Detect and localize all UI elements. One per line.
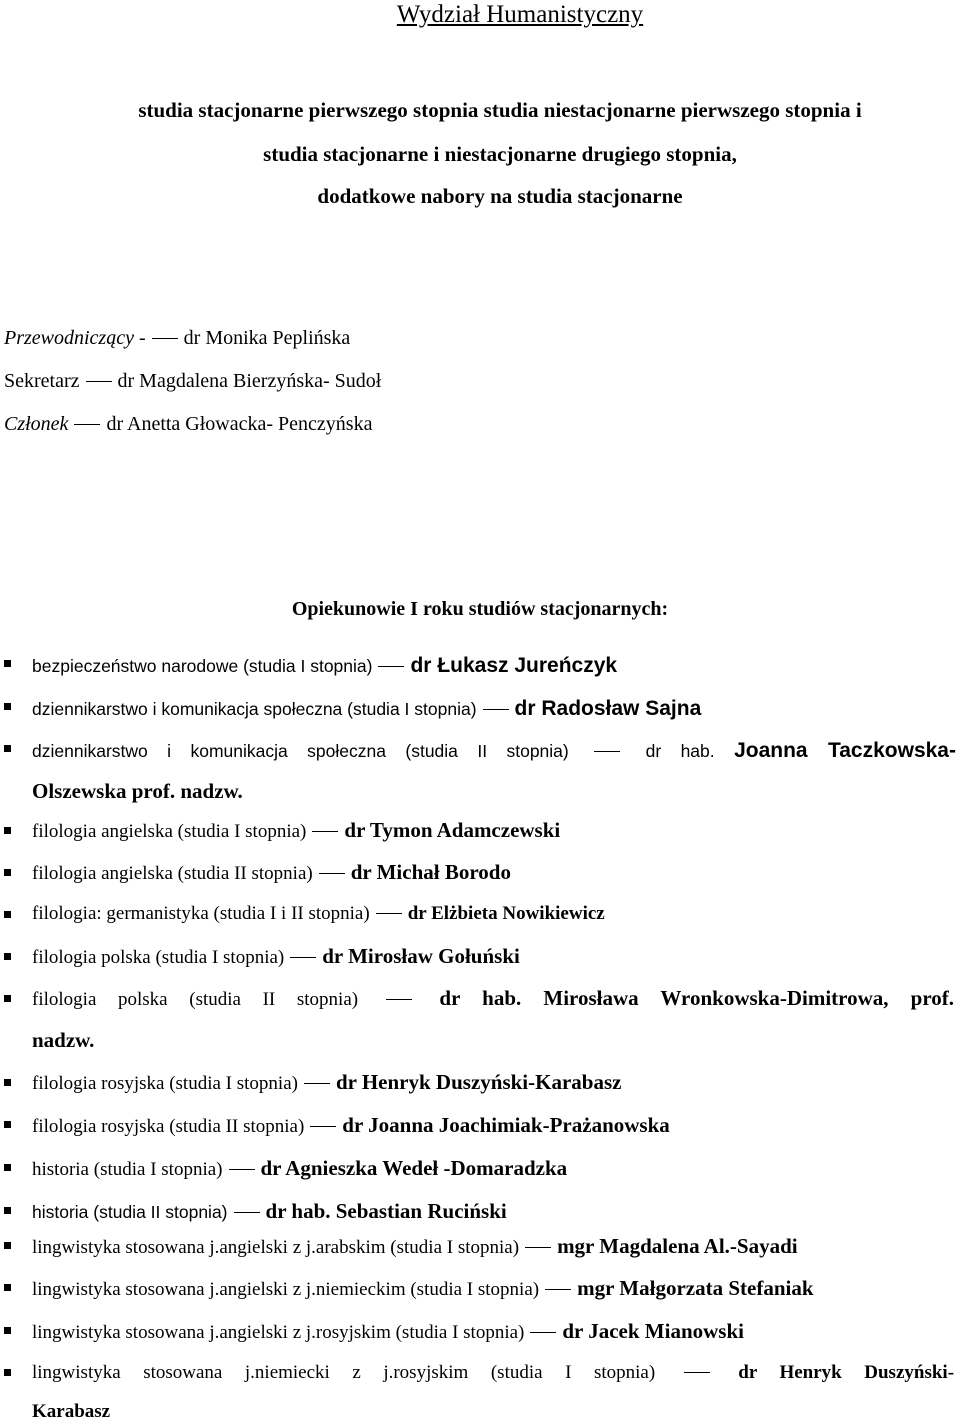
- secretary-name: dr Magdalena Bierzyńska- Sudoł: [117, 370, 382, 392]
- dash: [152, 338, 178, 339]
- advisors-heading: Opiekunowie I roku studiów stacjonarnych:: [291, 598, 669, 620]
- advisor-name: Joanna Taczkowska-: [734, 739, 956, 762]
- program: bezpieczeństwo narodowe (studia I stopnia): [32, 656, 373, 676]
- program: filologia polska (studia I stopnia): [32, 947, 285, 968]
- bullet-icon: [4, 995, 11, 1002]
- advisor-item: [32, 985, 954, 1013]
- program: lingwistyka stosowana j.angielski z j.arabskim (studia I stopnia): [32, 1237, 520, 1258]
- bullet-icon: [4, 1369, 11, 1376]
- advisor-item: [32, 1155, 567, 1183]
- program: lingwistyka stosowana j.angielski z j.niemieckim (studia I stopnia): [32, 1279, 540, 1300]
- program: filologia angielska (studia II stopnia): [32, 863, 313, 884]
- advisor-item: [32, 1198, 507, 1226]
- advisor-name: dr Michał Borodo: [350, 860, 511, 884]
- advisor-item: [32, 696, 701, 722]
- program: lingwistyka stosowana j.angielski z j.rosyjskim (studia I stopnia): [32, 1322, 525, 1343]
- advisor-name: dr Henryk Duszyński-: [738, 1362, 955, 1383]
- bullet-icon: [4, 660, 11, 667]
- intro-line-3: dodatkowe nabory na studia stacjonarne: [317, 184, 683, 208]
- program: historia (studia II stopnia): [32, 1202, 228, 1222]
- advisor-name: dr Mirosław Gołuński: [322, 944, 520, 968]
- dash: [525, 1247, 551, 1248]
- advisor-item: [32, 1360, 954, 1386]
- bullet-icon: [4, 1284, 11, 1291]
- advisor-item: [32, 738, 956, 764]
- bullet-icon: [4, 1079, 11, 1086]
- intro-line-2: studia stacjonarne i niestacjonarne drugiego stopnia,: [263, 142, 737, 166]
- advisor-item: [32, 943, 520, 971]
- program: filologia: germanistyka (studia I i II stopnia): [32, 903, 370, 924]
- program: dziennikarstwo i komunikacja społeczna (studia I stopnia): [32, 699, 477, 719]
- advisor-name: dr Agnieszka Wedeł -Domaradzka: [260, 1156, 568, 1180]
- intro-line-1: studia stacjonarne pierwszego stopnia studia niestacjonarne pierwszego stopnia i: [138, 98, 862, 122]
- bullet-icon: [4, 869, 11, 876]
- secretary-role: Sekretarz: [4, 370, 80, 392]
- program: filologia rosyjska (studia II stopnia): [32, 1116, 305, 1137]
- chair-role: Przewodniczący: [4, 327, 134, 349]
- bullet-icon: [4, 1164, 11, 1171]
- bullet-icon: [4, 745, 11, 752]
- dash: [530, 1332, 556, 1333]
- bullet-icon: [4, 1121, 11, 1128]
- committee-member: [4, 411, 372, 437]
- dash: [594, 751, 620, 752]
- advisor-name: dr Tymon Adamczewski: [344, 818, 561, 842]
- advisor-name: dr hab. Mirosława Wronkowska-Dimitrowa, prof.: [439, 986, 955, 1010]
- dash: [310, 1126, 336, 1127]
- chair-name: dr Monika Peplińska: [183, 327, 351, 349]
- dash: [290, 957, 316, 958]
- program: filologia angielska (studia I stopnia): [32, 821, 307, 842]
- advisor-item: [32, 653, 617, 679]
- dash: [545, 1289, 571, 1290]
- bullet-icon: [4, 1327, 11, 1334]
- advisor-item: [32, 1318, 744, 1346]
- advisor-name: dr Henryk Duszyński-Karabasz: [335, 1070, 622, 1094]
- advisor-item: [32, 1112, 670, 1140]
- advisor-name: mgr Magdalena Al.-Sayadi: [557, 1234, 798, 1258]
- bullet-icon: [4, 953, 11, 960]
- bullet-icon: [4, 827, 11, 834]
- member-role: Członek: [4, 413, 69, 435]
- dash: [319, 873, 345, 874]
- bullet-icon: [4, 1207, 11, 1214]
- bullet-icon: [4, 911, 11, 918]
- dash: [312, 831, 338, 832]
- dash: [304, 1083, 330, 1084]
- program: lingwistyka stosowana j.niemiecki z j.rosyjskim (studia I stopnia): [32, 1362, 656, 1383]
- advisor-item: [32, 817, 560, 845]
- bullet-icon: [4, 1242, 11, 1249]
- advisor-name: mgr Małgorzata Stefaniak: [577, 1276, 814, 1300]
- advisor-name: dr Łukasz Jureńczyk: [410, 654, 618, 677]
- page-title: Wydział Humanistyczny: [396, 1, 644, 28]
- advisor-item: [32, 1233, 798, 1261]
- dash: [684, 1372, 710, 1373]
- bullet-icon: [4, 703, 11, 710]
- advisor-item: [32, 1069, 621, 1097]
- dash: [483, 709, 509, 710]
- dash: [86, 381, 112, 382]
- advisor-name: dr Jacek Mianowski: [562, 1319, 744, 1343]
- dash: [234, 1212, 260, 1213]
- dash: [378, 666, 404, 667]
- member-name: dr Anetta Głowacka- Penczyńska: [106, 413, 373, 435]
- program: filologia rosyjska (studia I stopnia): [32, 1073, 298, 1094]
- dash: [229, 1169, 255, 1170]
- advisor-name: dr Joanna Joachimiak-Prażanowska: [342, 1113, 670, 1137]
- advisor-name-cont: nadzw.: [32, 1028, 95, 1052]
- program: historia (studia I stopnia): [32, 1159, 223, 1180]
- program: filologia polska (studia II stopnia): [32, 989, 359, 1010]
- advisor-name: dr Radosław Sajna: [514, 697, 702, 720]
- chair-separator: -: [138, 327, 146, 349]
- advisor-title: dr hab.: [645, 741, 715, 761]
- committee-chair: [4, 325, 350, 351]
- advisor-item: [32, 901, 605, 927]
- advisor-name: dr Elżbieta Nowikiewicz: [407, 903, 605, 924]
- advisor-name-cont: Olszewska prof. nadzw.: [32, 779, 243, 803]
- dash: [386, 999, 412, 1000]
- program: dziennikarstwo i komunikacja społeczna (studia II stopnia): [32, 741, 569, 761]
- advisor-name: dr hab. Sebastian Ruciński: [265, 1199, 507, 1223]
- committee-secretary: [4, 368, 381, 394]
- advisor-item: [32, 859, 511, 887]
- dash: [376, 913, 402, 914]
- advisor-item: [32, 1275, 814, 1303]
- dash: [74, 424, 100, 425]
- advisor-name-cont: Karabasz: [32, 1401, 111, 1422]
